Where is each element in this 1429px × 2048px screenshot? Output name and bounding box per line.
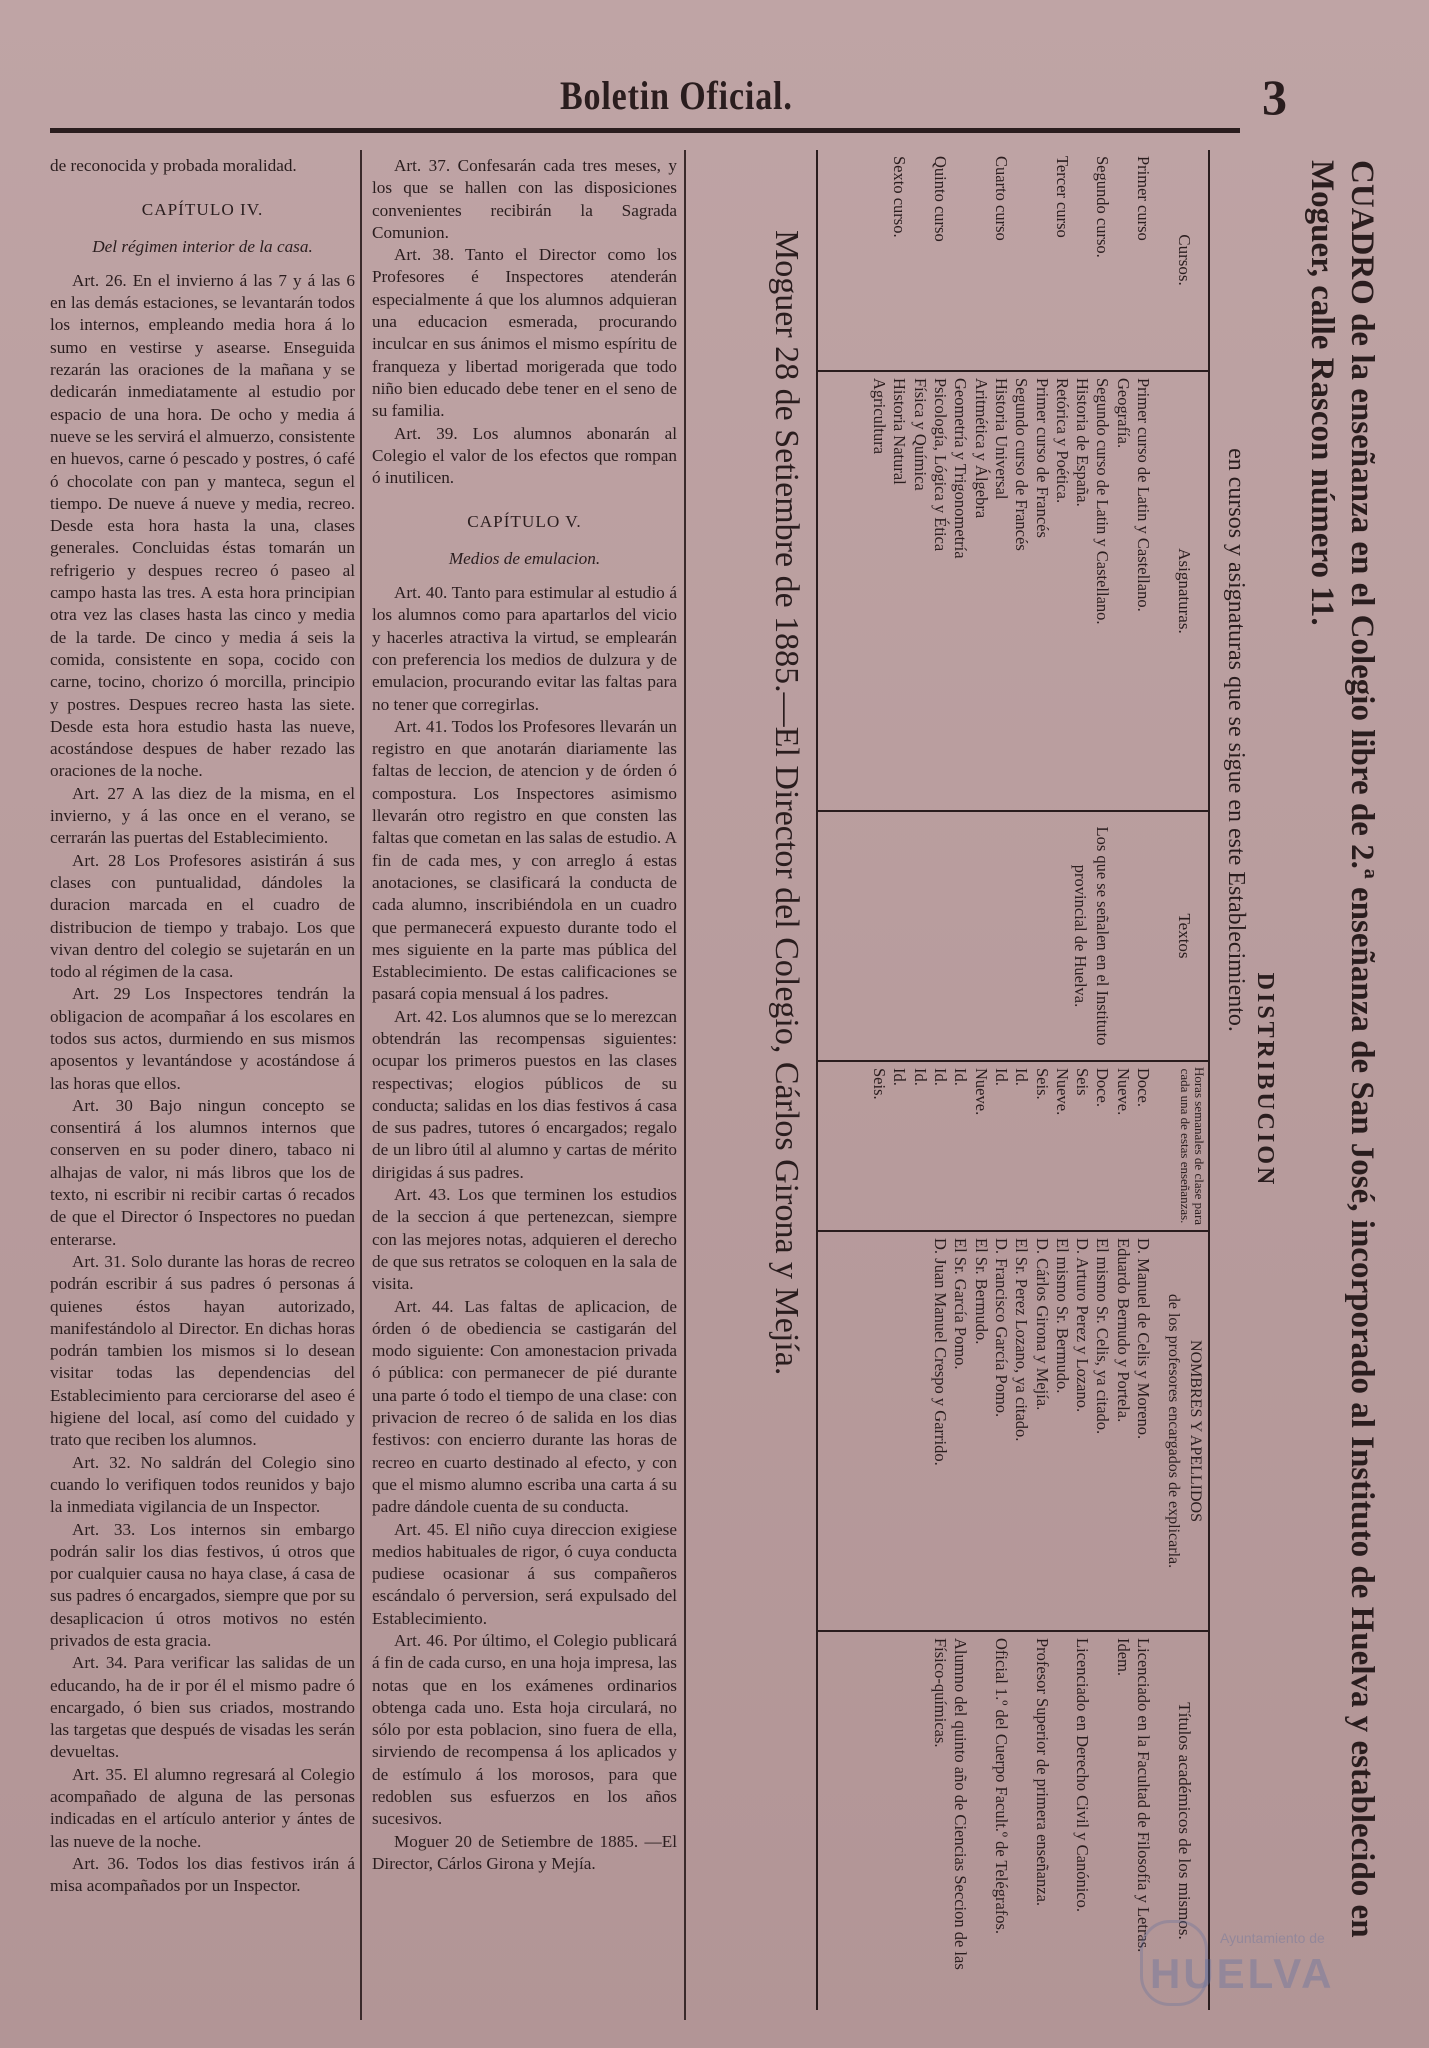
- header-nombres: [1160, 1232, 1208, 1630]
- nombre-item: Eduardo Bernudo y Portela.: [1113, 1238, 1133, 1423]
- asignatura-item: Historia de España.: [1073, 378, 1093, 507]
- nombre-item: D. Arturo Perez y Lozano.: [1073, 1238, 1093, 1413]
- chapter-heading: CAPÍTULO V.: [467, 512, 582, 532]
- page-number: 3: [1262, 69, 1287, 125]
- asignatura-item: Aritmética y Álgebra: [971, 378, 991, 519]
- asignatura-item: Primer curso de Francés: [1032, 378, 1052, 538]
- asignatura-item: Segundo curso de Latin y Castellano.: [1093, 378, 1113, 625]
- curso-item: Quinto curso: [931, 156, 951, 242]
- article: Art. 35. El alumno regresará al Colegio acompañado de alguna de las personas indicadas en el artículo anterior y ántes de las nueve de la noche.: [50, 1764, 355, 1851]
- titulo-item: Idem.: [1113, 1638, 1133, 1677]
- nombre-item: D. Juan Manuel Crespo y Garrido.: [931, 1238, 951, 1466]
- chapter-subheading: Medios de emulacion.: [448, 548, 601, 568]
- cursos-list: [889, 156, 1153, 364]
- nombre-item: El Sr. García Pomo.: [951, 1238, 971, 1370]
- table-signature: Moguer 28 de Setiembre de 1885.—El Director del Colegio, Cárlos Girona y Mejía.: [768, 230, 805, 1376]
- header-textos: Textos: [1175, 913, 1194, 959]
- column-divider: [684, 150, 686, 2020]
- article: Art. 38. Tanto el Director como los Profesores é Inspectores atenderán especialmente á que los alumnos adquieran una educacion esmerada, procurando inculcar en sus ánimos el mismo espíritu de franqueza y libertad morigerada que todo niño bien educado debe tener en el seno de su familia.: [372, 245, 677, 421]
- header-titulos: Títulos académicos de los mismos.: [1175, 1702, 1194, 1940]
- horas-item: Doce.: [1093, 1068, 1113, 1107]
- titulo-item: Licenciado en Derecho Civil y Canónico.: [1073, 1638, 1093, 1912]
- horas-item: Seis: [1073, 1068, 1093, 1096]
- titulos-list: [930, 1638, 1153, 2004]
- nombre-item: El mismo Sr. Celis, ya citado.: [1093, 1238, 1113, 1435]
- article: Art. 32. No saldrán del Colegio sino cuando lo verifiquen todos reunidos y bajo la inmediata vigilancia de un Inspector.: [50, 1452, 355, 1517]
- article: Art. 31. Solo durante las horas de recreo podrán escribir á sus padres ó personas á quienes éstos hayan autorizado, manifestándolo al Director. En dichas horas podrán tambien los mismos si lo desean visitar todas las dependencias del Establecimiento para cerciorarse del aseo é higiene del local, así como del cuidado y trato que reciben los alumnos.: [50, 1251, 355, 1450]
- titulo-item: Alumno del quinto año de Ciencias Seccion de las Físico-químicas.: [931, 1638, 971, 1970]
- horas-item: Nueve.: [1113, 1068, 1133, 1116]
- header-cursos: Cursos.: [1175, 234, 1194, 286]
- header-rule: [50, 128, 1240, 133]
- article: Art. 30 Bajo ningun concepto se consentirá á los alumnos internos que conserven en su poder dinero, tabaco ni alhajas de valor, ni más libros que los de texto, ni escribir ni recibir cartas ó recados de que el Director ó Inspectores no puedan enterarse.: [50, 1095, 355, 1249]
- column-cursos: [818, 150, 1208, 370]
- nombre-item: D. Francisco García Pomo.: [991, 1238, 1011, 1418]
- titulo-item: Profesor Superior de primera enseñanza.: [1032, 1638, 1052, 1907]
- distribution-subtitle: en cursos y asignaturas que se sigue en este Establecimiento.: [1223, 448, 1249, 1032]
- asignatura-item: Psicología, Lógica y Ética: [931, 378, 951, 552]
- asignatura-item: Física y Química: [910, 378, 930, 491]
- watermark-text: HUELVA: [1150, 1950, 1335, 1997]
- article: Art. 43. Los que terminen los estudios de la seccion á que pertenezcan, siempre con las mejores notas, adquieren el derecho de que sus retratos se coloquen en la sala de visita.: [372, 1185, 677, 1294]
- watermark-caption: Ayuntamiento de: [1220, 1930, 1325, 1946]
- curso-item: Cuarto curso: [991, 156, 1011, 241]
- chapter-heading: CAPÍTULO IV.: [141, 200, 264, 220]
- article: Art. 44. Las faltas de aplicacion, de órden ó de obediencia se castigarán del modo siguiente: Con amonestacion privada ó pública: con permanecer de pié durante una parte ó todo el tiempo de una clase: con privacion de recreo ó de salida en los dias festivos: con encierro durante las horas de recreo en cuarto destinado al efecto, y con que el mismo alumno escriba una carta á su padre dándole cuenta de su conducta.: [372, 1296, 677, 1517]
- nombre-item: El Sr. Bermudo.: [971, 1238, 991, 1345]
- asignatura-item: Geometría y Trigonometría: [951, 378, 971, 559]
- article: Art. 42. Los alumnos que se lo merezcan obtendrán las recompensas siguientes: ocupar los primeros puestos en las clases respectivas; elogios públicos de su conducta; salidas en los dias festivos á casa de sus padres, tutores ó encargados; regalo de un libro útil al alumno y cartas de mérito dirigidas á sus padres.: [372, 1006, 677, 1182]
- curso-item: Sexto curso.: [890, 156, 910, 238]
- asignatura-item: Historia Universal: [991, 378, 1011, 500]
- column-nombres: [818, 1230, 1208, 1630]
- column-asignaturas: [818, 370, 1208, 810]
- textos-note: Los que se señalen en el Instituto provincial de Huelva.: [1071, 826, 1112, 1046]
- rotated-table-area: [690, 150, 1390, 2020]
- distribution-title: DISTRIBUCION: [1252, 972, 1278, 1188]
- asignatura-item: Primer curso de Latin y Castellano.: [1134, 378, 1153, 612]
- article: Art. 40. Tanto para estimular al estudio á los alumnos como para apartarlos del vicio y hacerles atractiva la virtud, se emplearán con preferencia los medios de dulzura y de emulacion, procurando evitar las faltas para no tener que corregirlas.: [372, 583, 677, 714]
- asignatura-item: Historia Natural: [890, 378, 910, 485]
- nombre-item: El Sr. Perez Lozano, ya citado.: [1012, 1238, 1032, 1442]
- table-title: CUADRO de la enseñanza en el Colegio libre de 2.ª enseñanza de San José, incorporado al Instituto de Huelva y establecido en Moguer, calle Rascon número 11.: [1304, 160, 1380, 1938]
- column-divider: [360, 150, 362, 2020]
- header-horas: Horas semanales de clase para cada una de estas enseñanzas.: [1178, 1066, 1207, 1226]
- article: Art. 46. Por último, el Colegio publicará á fin de cada curso, en una hoja impresa, las notas que en los exámenes ordinarios obtenga cada uno. Esta hoja circulará, no sólo por esta poblacion, sino fuera de ella, sirviendo de recompensa á los aplicados y de estímulo á los morosos, para que redoblen sus esfuerzos en los años sucesivos.: [372, 1631, 677, 1829]
- asignatura-item: Segundo curso de Francés: [1012, 378, 1032, 551]
- distribution-heading: [1222, 150, 1290, 2010]
- nombre-item: D. Cárlos Girona y Mejía.: [1032, 1238, 1052, 1411]
- article: Art. 34. Para verificar las salidas de un educando, ha de ir por él el mismo padre ó encargado, ó bien sus criados, mostrando las targetas que después de visadas les serán devueltas.: [50, 1653, 355, 1762]
- horas-list: [869, 1068, 1153, 1224]
- article: Art. 33. Los internos sin embargo podrán salir los dias festivos, ú otros que por cualquier causa no haya clase, á casa de sus padres ó encargados, siempre que por su desaplicacion ú otros motivos no estén privados de esta gracia.: [50, 1519, 355, 1650]
- horas-item: Id.: [931, 1068, 951, 1086]
- nombres-list: [930, 1238, 1153, 1624]
- column-horas: [818, 1060, 1208, 1230]
- chapter-subheading: Del régimen interior de la casa.: [92, 236, 313, 256]
- course-table: [816, 150, 1210, 2010]
- titulo-item: Oficial 1.º del Cuerpo Facult.º de Telégrafos.: [991, 1638, 1011, 1935]
- text-column-1: [50, 155, 355, 1898]
- horas-item: Id.: [890, 1068, 910, 1086]
- header-nombres-sub: de los profesores encargados de explicarla.: [1165, 1293, 1182, 1569]
- horas-item: Nueve.: [1052, 1068, 1072, 1116]
- article: Art. 39. Los alumnos abonarán al Colegio el valor de los efectos que rompan ó inutilicen.: [372, 423, 677, 488]
- article: Art. 28 Los Profesores asistirán á sus clases con puntualidad, dándoles la duracion marcada en el cuadro de distribucion de tiempo y trabajo. Los que vivan dentro del colegio se sujetarán en un todo al régimen de la casa.: [50, 850, 355, 982]
- asignatura-item: Geografía.: [1113, 378, 1133, 449]
- curso-item: Primer curso: [1134, 156, 1153, 241]
- column-textos: [818, 810, 1208, 1060]
- horas-item: Id.: [951, 1068, 971, 1086]
- nombre-item: El mismo Sr. Bermudo.: [1052, 1238, 1072, 1394]
- curso-item: Segundo curso.: [1093, 156, 1113, 258]
- horas-item: Seis.: [1032, 1068, 1052, 1100]
- horas-item: Doce.: [1134, 1068, 1153, 1107]
- article: Art. 41. Todos los Profesores llevarán un registro en que anotarán diariamente las faltas de leccion, de atencion y de órden ó compostura. Los Inspectores asimismo llevarán otro registro en que consten las faltas que cometan en las salas de estudio. A fin de cada mes, y con arreglo á estas anotaciones, se clasificará la conducta de cada alumno, inscribiéndola en un cuadro que permanecerá expuesto durante todo el mes siguiente en la parte mas pública del Establecimiento. De estas calificaciones se pasará copia mensual á los padres.: [372, 716, 677, 1004]
- page-header-title: Boletin Oficial.: [560, 73, 793, 118]
- article: Art. 45. El niño cuya direccion exigiese medios habituales de rigor, ó cuya conducta pudiese ocasionar á sus compañeros escándalo ó perversion, será expulsado del Establecimiento.: [372, 1519, 677, 1628]
- article: Art. 29 Los Inspectores tendrán la obligacion de acompañar á los escolares en todos sus actos, durmiendo en sus mismos aposentos y levantándose y acostándose á las horas que ellos.: [50, 984, 355, 1093]
- article: Art. 26. En el invierno á las 7 y á las 6 en las demás estaciones, se levantarán todos los internos, empleando media hora á lo sumo en vestirse y asearse. Enseguida rezarán las oraciones de la mañana y se dedicarán inmediatamente al estudio por espacio de una hora. De ocho y media á nueve se les servirá el almuerzo, consistente en huevos, carne ó pescado y postres, ó café ó chocolate con pan y manteca, segun el tiempo. De nueve á nueve y media, recreo. Desde esta hora hasta la una, clases generales. Concluidas éstas tomarán un refrigerio y despues recreo ó paseo al campo hasta las tres. A esta hora principian otra vez las clases hasta las cinco y media de la tarde. De cinco y media á seis la comida, consistente en sopa, cocido con carne, tocino, chorizo ó morcilla, principio y postres. Despues recreo hasta las siete. Desde esta hora estudio hasta las nueve, acostándose despues de haber rezado las oraciones de la noche.: [50, 270, 355, 781]
- asignatura-item: Retórica y Poética.: [1052, 378, 1072, 504]
- asignaturas-list: [869, 378, 1153, 804]
- horas-item: Seis.: [870, 1068, 890, 1100]
- titulo-item: Licenciado en la Facultad de Filosofía y Letras.: [1134, 1638, 1153, 1953]
- asignatura-item: Agricultura: [870, 378, 890, 455]
- article: Moguer 20 de Setiembre de 1885. —El Director, Cárlos Girona y Mejía.: [372, 1831, 677, 1873]
- horas-item: Id.: [910, 1068, 930, 1086]
- article: Art. 36. Todos los dias festivos irán á misa acompañados por un Inspector.: [50, 1853, 355, 1896]
- header-asignaturas: Asignaturas.: [1175, 548, 1194, 634]
- header-nombres-title: NOMBRES Y APELLIDOS: [1187, 1340, 1204, 1522]
- curso-item: Tercer curso: [1052, 156, 1072, 238]
- column-intro: de reconocida y probada moralidad.: [50, 156, 297, 175]
- horas-item: Nueve.: [971, 1068, 991, 1116]
- text-column-2: [372, 155, 677, 1875]
- article: Art. 27 A las diez de la misma, en el invierno, y á las once en el verano, se cerrarán las puertas del Establecimiento.: [50, 783, 355, 848]
- horas-item: Id.: [991, 1068, 1011, 1086]
- article: Art. 37. Confesarán cada tres meses, y los que se hallen con las disposiciones convenientes recibirán la Sagrada Comunion.: [372, 156, 677, 242]
- rotated-table: [690, 150, 1390, 2020]
- horas-item: Id.: [1012, 1068, 1032, 1086]
- nombre-item: D. Manuel de Celis y Moreno.: [1134, 1238, 1153, 1440]
